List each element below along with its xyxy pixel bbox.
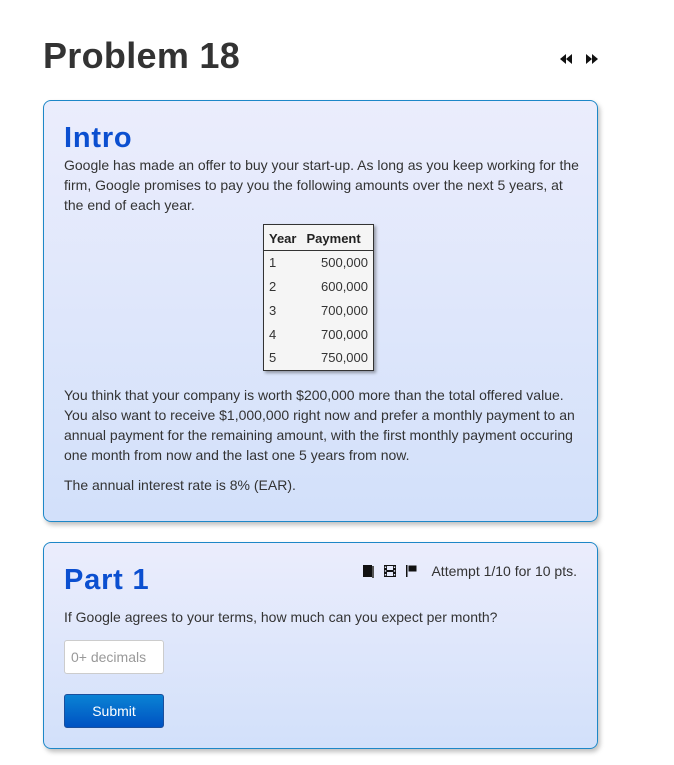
year-cell: 1 — [269, 255, 277, 271]
flag-icon[interactable] — [406, 565, 417, 577]
table-row — [264, 299, 374, 323]
next-problem-button[interactable] — [586, 54, 598, 64]
part-1-meta — [363, 563, 577, 579]
payment-table — [263, 224, 374, 371]
year-cell: 4 — [269, 326, 277, 342]
year-cell: 5 — [269, 350, 277, 366]
problem-title: Problem 18 — [43, 35, 241, 76]
fast-forward-icon — [586, 54, 598, 64]
intro-paragraph: Google has made an offer to buy your start-up. As long as you keep working for the firm, Google promises to pay you the following amounts over the next 5 years, at the end of each year. — [64, 157, 579, 213]
year-cell: 2 — [269, 278, 277, 294]
table-row — [264, 275, 374, 299]
payment-cell: 700,000 — [321, 302, 368, 318]
part-1-header — [64, 563, 577, 597]
part-1-title: Part 1 — [64, 564, 150, 596]
table-row — [264, 323, 374, 347]
column-header-payment: Payment — [302, 225, 374, 251]
answer-input[interactable] — [64, 640, 164, 674]
problem-nav — [560, 54, 598, 64]
payment-cell: 700,000 — [321, 326, 368, 342]
intro-title: Intro — [64, 122, 133, 154]
submit-button[interactable]: Submit — [64, 694, 164, 728]
intro-card — [43, 100, 598, 522]
interest-rate-paragraph: The annual interest rate is 8% (EAR). — [64, 477, 296, 493]
intro-terms-paragraph: You think that your company is worth $200,000 more than the total offered value. You also want to receive $1,000,000 right now and prefer a monthly payment to an annual payment for the remaining amount, with the first monthly payment occuring one month from now and the last one 5 years from now. — [64, 387, 575, 463]
film-icon[interactable] — [384, 565, 396, 577]
payment-cell: 750,000 — [321, 350, 368, 366]
column-header-year: Year — [264, 225, 302, 251]
year-cell: 3 — [269, 302, 277, 318]
book-icon[interactable] — [363, 565, 374, 578]
part-1-question: If Google agrees to your terms, how much can you expect per month? — [64, 609, 498, 625]
attempt-counter: Attempt 1/10 for 10 pts. — [431, 563, 577, 579]
payment-cell: 500,000 — [321, 255, 368, 271]
part-1-card — [43, 542, 598, 749]
problem-header — [43, 36, 598, 80]
rewind-icon — [560, 54, 572, 64]
table-row — [264, 347, 374, 371]
payment-cell: 600,000 — [321, 278, 368, 294]
table-row — [264, 251, 374, 275]
payment-table-container — [64, 224, 577, 371]
table-header-row — [264, 225, 374, 251]
previous-problem-button[interactable] — [560, 54, 572, 64]
